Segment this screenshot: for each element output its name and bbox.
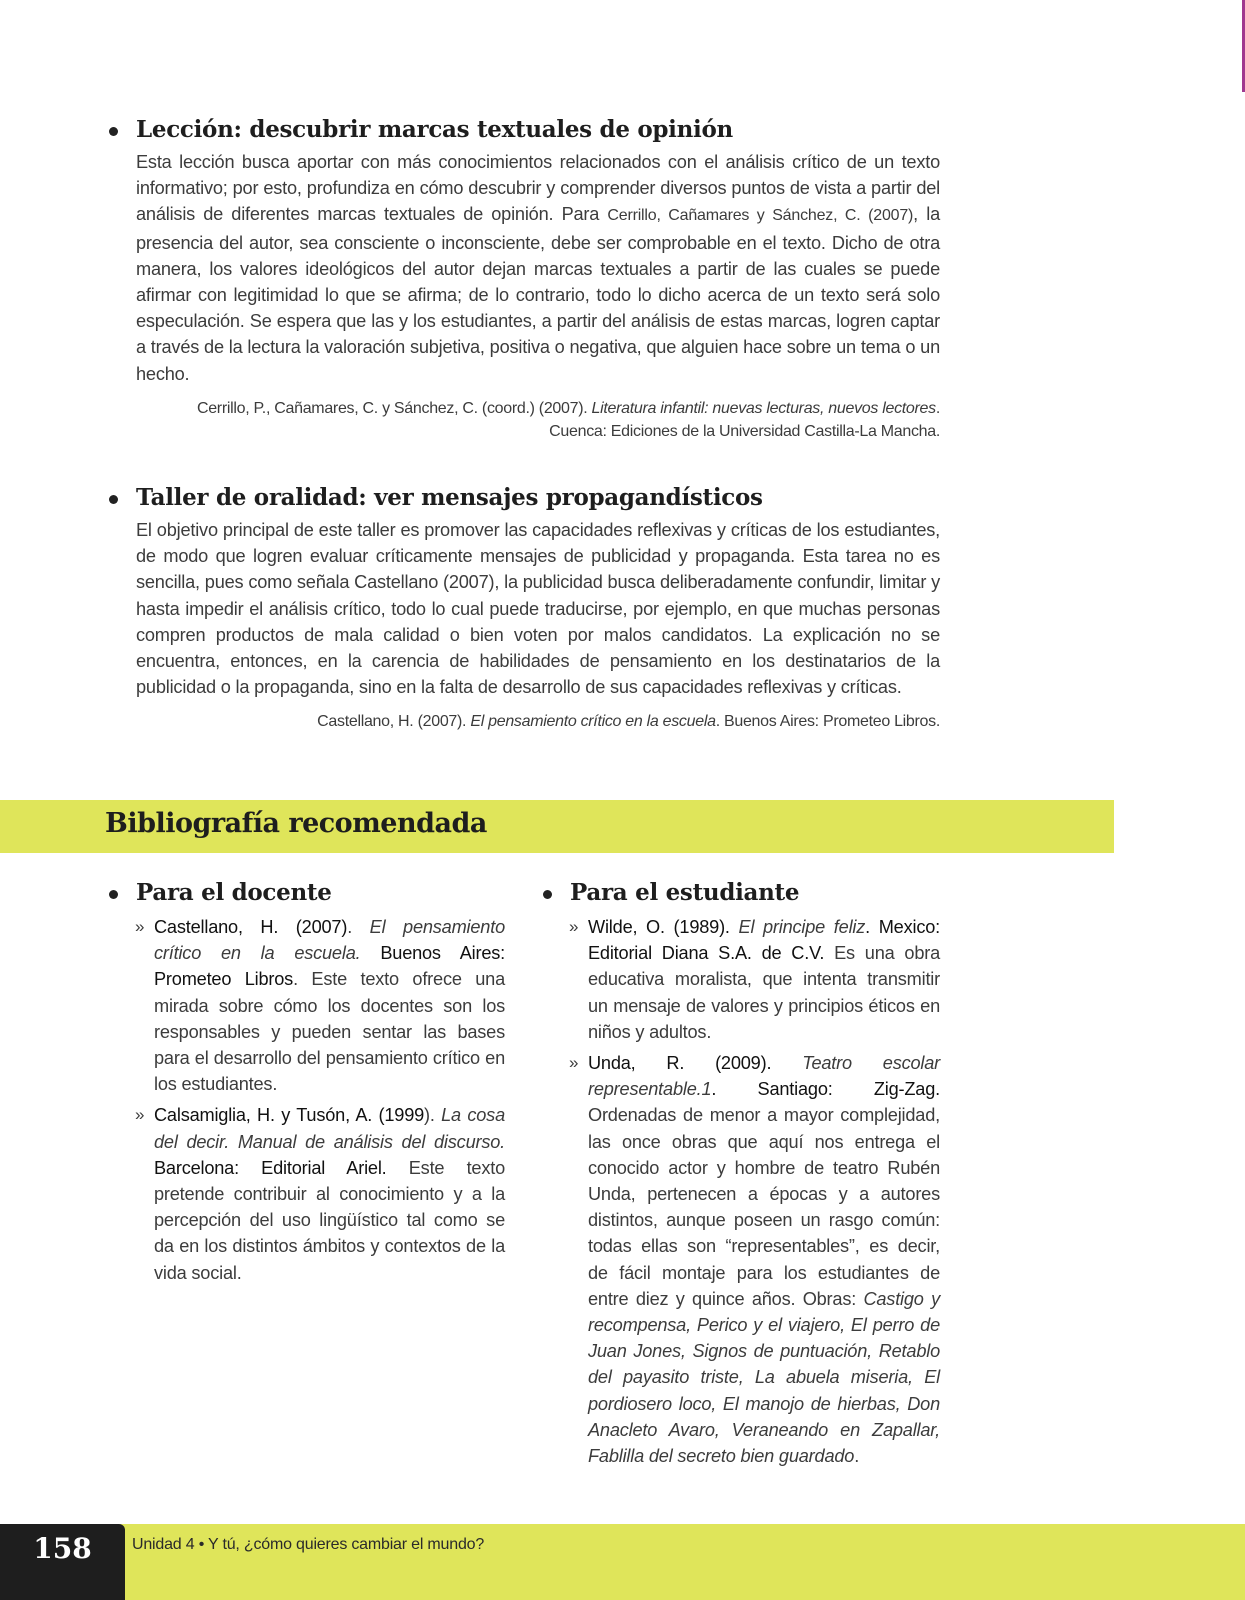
lesson-citation-title: Literatura infantil: nuevas lecturas, nuevos lectores — [591, 399, 936, 417]
reference-author: Unda, R. (2009). — [588, 1053, 772, 1074]
teacher-title: Para el docente — [105, 878, 505, 908]
reference-marker: » — [135, 917, 145, 936]
reference-item — [135, 914, 505, 1097]
reference-item — [135, 1102, 505, 1285]
reference-author: Wilde, O. (1989). — [588, 917, 730, 937]
reference-separator — [771, 1053, 802, 1073]
reference-author: Calsamiglia, H. y Tusón, A. (1999 — [154, 1105, 425, 1126]
reference-publisher: . Santiago: Zig-Zag. — [711, 1079, 940, 1100]
reference-description: Es una obra educativa moralista, que intenta transmitir un mensaje de valores y principios éticos en niños y adultos. — [588, 943, 941, 1042]
student-references — [539, 914, 940, 1469]
workshop-title: Taller de oralidad: ver mensajes propagandísticos — [105, 483, 940, 513]
workshop-citation-title: El pensamiento crítico en la escuela — [470, 713, 716, 731]
lesson-citation-end: . — [935, 399, 940, 417]
reference-marker: » — [569, 1053, 579, 1073]
reference-separator — [730, 917, 739, 937]
workshop-citation-end: . Buenos Aires: Prometeo Libros. — [715, 713, 940, 731]
reference-publisher: Buenos Aires: Prometeo Libros — [154, 943, 505, 990]
reference-works: Castigo y recompensa, Perico y el viajero, El perro de Juan Jones, Signos de puntuación, Retablo del payasito triste, La abuela miseria, El pordiosero loco, El manojo de hierbas, Don Anacleto Avaro, Veraneando en Zapallar, Fablilla del secreto bien guardado — [588, 1288, 940, 1467]
lesson-title: Lección: descubrir marcas textuales de opinión — [105, 115, 940, 145]
reference-separator: . — [347, 917, 370, 937]
teacher-column — [105, 878, 505, 1291]
reference-title: El principe feliz — [738, 917, 866, 937]
workshop-section — [105, 483, 940, 733]
bibliography-band — [0, 800, 1114, 853]
reference-item — [569, 1050, 941, 1469]
lesson-body-part-1: Esta lección busca aportar con más conocimientos relacionados con el análisis crítico de un texto informativo; por esto, profundiza en cómo descubrir y comprender diversos puntos de vista a partir del análisis de diferentes marcas textuales de opinión. Para — [136, 152, 940, 225]
workshop-citation — [136, 710, 940, 733]
lesson-body-part-2: , la presencia del autor, sea consciente o inconsciente, debe ser comprobable en el texto. Dicho de otra manera, los valores ideológicos del autor dejan marcas textuales a partir de las cuales se puede afirmar con legitimidad lo que se afirma; de lo contrario, todo lo dicho acerca de un texto será solo especulación. Se espera que las y los estudiantes, a partir del análisis de estas marcas, logren captar a través de la lectura la valoración subjetiva, positiva o negativa, que alguien hace sobre un tema o un hecho. — [136, 204, 940, 384]
reference-description: . Este texto ofrece una mirada sobre cómo los docentes son los responsables y pueden sentar las bases para el desarrollo del pensamiento crítico en los estudiantes. — [154, 969, 505, 1095]
lesson-citation — [136, 397, 940, 443]
reference-marker: » — [569, 917, 579, 936]
workshop-body: El objetivo principal de este taller es promover las capacidades reflexivas y críticas de los estudiantes, de modo que logren evaluar críticamente mensajes de publicidad y propaganda. Esta tarea no es sencilla, pues como señala Castellano (2007), la publicidad busca deliberadamente confundir, limitar y hasta impedir el análisis crítico, todo lo cual puede traducirse, por ejemplo, en que muchas personas compren productos de mala calidad o bien voten por malos candidatos. La explicación no se encuentra, entonces, en la carencia de habilidades de pensamiento en los destinatarios de la publicidad o la propaganda, sino en la falta de desarrollo de sus capacidades reflexivas y críticas. — [136, 520, 940, 698]
reference-title: El pensamiento crítico en la escuela. — [154, 917, 505, 964]
reference-title: Teatro escolar representable.1 — [588, 1053, 941, 1100]
lesson-body-reference: Cerrillo, Cañamares y Sánchez, C. (2007) — [607, 207, 914, 225]
reference-description: Este texto pretende contribuir al conocimiento y a la percepción del uso lingüístico tal como se da en los distintos ámbitos y contextos de la vida social. — [154, 1157, 505, 1283]
reference-marker: » — [135, 1105, 145, 1125]
reference-title: La cosa del decir. Manual de análisis del discurso. — [154, 1105, 505, 1152]
page-number: 158 — [33, 1532, 92, 1565]
workshop-citation-authors: Castellano, H. (2007). — [317, 713, 471, 731]
student-column — [539, 878, 940, 1474]
lesson-citation-authors: Cerrillo, P., Cañamares, C. y Sánchez, C. (coord.) (2007). — [196, 399, 592, 417]
reference-description: Ordenadas de menor a mayor complejidad, las once obras que aquí nos entrega el conocido actor y hombre de teatro Rubén Unda, pertenecen a épocas y a autores distintos, aunque poseen un rasgo común: todas ellas son “representables”, es decir, de fácil montaje para los estudiantes de entre diez y quince años. Obras: — [588, 1105, 940, 1309]
student-title: Para el estudiante — [539, 878, 940, 908]
teacher-references — [105, 914, 505, 1286]
reference-end: . — [854, 1446, 860, 1467]
reference-separator: ). — [424, 1105, 442, 1126]
footer-unit-title: Unidad 4 • Y tú, ¿cómo quieres cambiar el mundo? — [132, 1536, 485, 1553]
reference-item — [569, 914, 941, 1045]
lesson-citation-publisher: Cuenca: Ediciones de la Universidad Castilla-La Mancha. — [549, 422, 940, 440]
lesson-body — [136, 149, 940, 387]
reference-publisher: Barcelona: Editorial Ariel. — [154, 1157, 387, 1178]
lesson-section — [105, 115, 940, 443]
reference-publisher: . Mexico: Editorial Diana S.A. de C.V. — [588, 917, 940, 964]
reference-author: Castellano, H. (2007) — [154, 917, 348, 937]
bibliography-heading: Bibliografía recomendada — [105, 808, 487, 839]
